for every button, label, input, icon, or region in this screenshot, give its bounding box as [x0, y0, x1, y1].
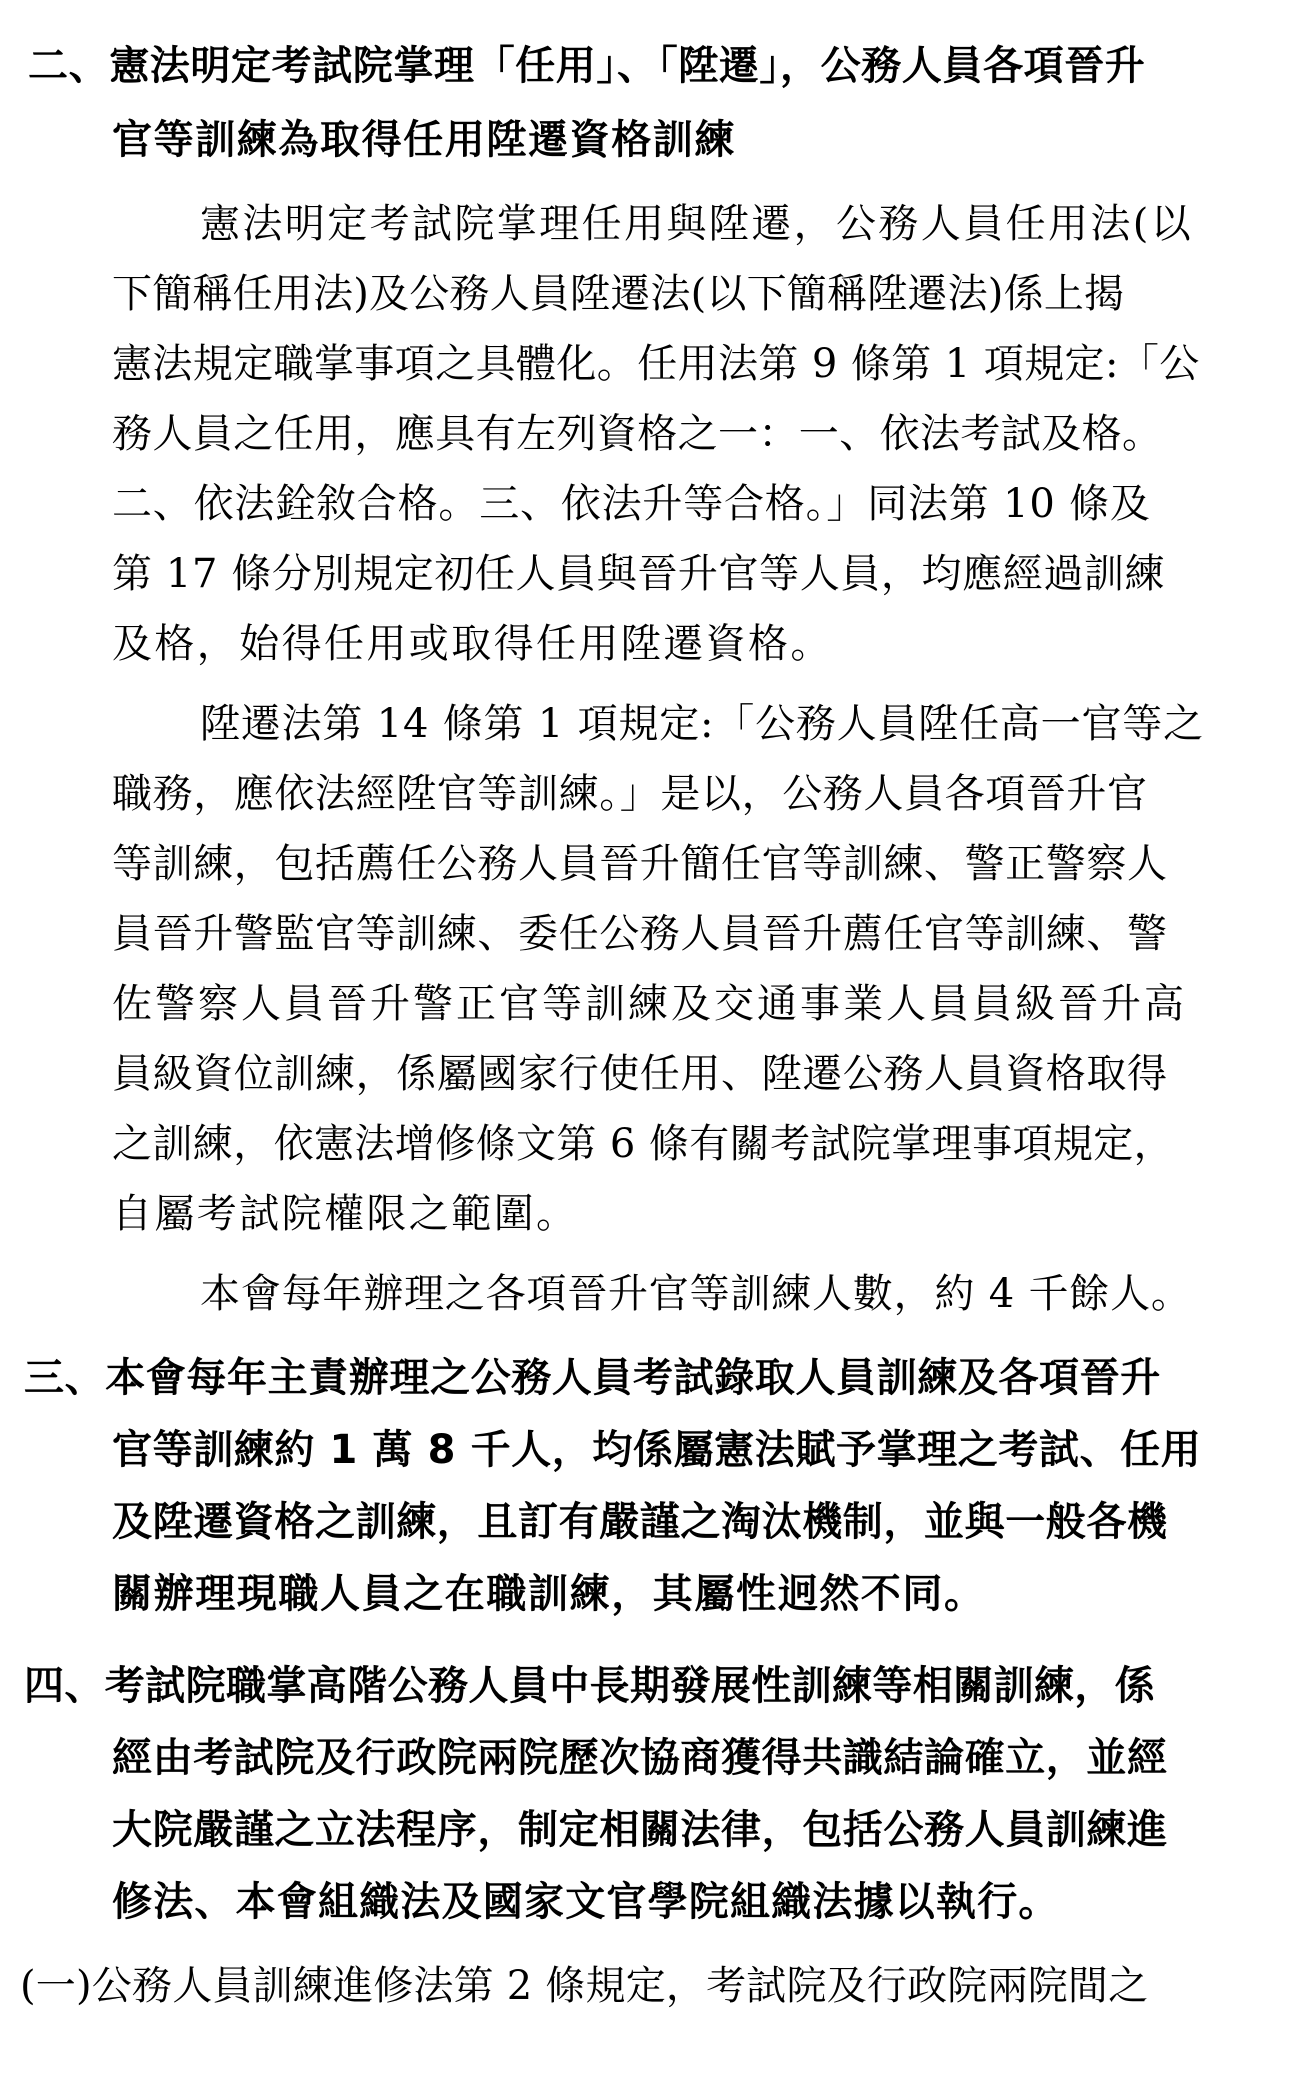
paragraph-1-line-5: 二、依法銓敘合格。三、依法升等合格。」同法第 10 條及: [112, 481, 1151, 527]
subsection-1-line-1: (一)公務人員訓練進修法第 2 條規定，考試院及行政院兩院間之: [20, 1963, 1149, 2009]
section-3-line-3: 及陞遷資格之訓練，且訂有嚴謹之淘汰機制，並與一般各機: [112, 1499, 1168, 1545]
paragraph-2-line-3: 等訓練，包括薦任公務人員晉升簡任官等訓練、警正警察人: [112, 841, 1168, 887]
paragraph-1-line-6: 第 17 條分別規定初任人員與晉升官等人員，均應經過訓練: [112, 551, 1166, 597]
section-3-line-2: 官等訓練約 1 萬 8 千人，均係屬憲法賦予掌理之考試、任用: [112, 1427, 1202, 1473]
paragraph-2-line-7: 之訓練，依憲法增修條文第 6 條有關考試院掌理事項規定，: [112, 1121, 1175, 1167]
section-4-line-1: 四、考試院職掌高階公務人員中長期發展性訓練等相關訓練，係: [24, 1663, 1156, 1709]
paragraph-1-line-1: 憲法明定考試院掌理任用與陞遷，公務人員任用法(以: [200, 201, 1194, 247]
paragraph-2-line-5: 佐警察人員晉升警正官等訓練及交通事業人員員級晉升高: [112, 981, 1187, 1027]
paragraph-2-line-1: 陞遷法第 14 條第 1 項規定:「公務人員陞任高一官等之: [200, 701, 1204, 747]
section-4-line-4: 修法、本會組織法及國家文官學院組織法據以執行。: [112, 1879, 1060, 1925]
section-4-line-2: 經由考試院及行政院兩院歷次協商獲得共識結論確立，並經: [112, 1735, 1168, 1781]
section-2-line-1: 二、憲法明定考試院掌理「任用」、「陞遷」，公務人員各項晉升: [28, 43, 1146, 89]
paragraph-1-line-7: 及格，始得任用或取得任用陞遷資格。: [112, 621, 833, 667]
paragraph-2-line-4: 員晉升警監官等訓練、委任公務人員晉升薦任官等訓練、警: [112, 911, 1168, 957]
paragraph-3-line-1: 本會每年辦理之各項晉升官等訓練人數，約 4 千餘人。: [200, 1271, 1192, 1317]
paragraph-2-line-8: 自屬考試院權限之範圍。: [112, 1191, 579, 1237]
section-3-line-1: 三、本會每年主責辦理之公務人員考試錄取人員訓練及各項晉升: [24, 1355, 1161, 1401]
section-3-line-4: 關辦理現職人員之在職訓練，其屬性迥然不同。: [112, 1571, 986, 1617]
paragraph-1-line-2: 下簡稱任用法)及公務人員陞遷法(以下簡稱陞遷法)係上揭: [112, 271, 1125, 317]
paragraph-2-line-2: 職務，應依法經陞官等訓練。」是以，公務人員各項晉升官: [112, 771, 1148, 817]
paragraph-1-line-3: 憲法規定職掌事項之具體化。任用法第 9 條第 1 項規定:「公: [112, 341, 1200, 387]
paragraph-1-line-4: 務人員之任用，應具有左列資格之一：一、依法考試及格。: [112, 411, 1163, 457]
section-4-line-3: 大院嚴謹之立法程序，制定相關法律，包括公務人員訓練進: [112, 1807, 1168, 1853]
paragraph-2-line-6: 員級資位訓練，係屬國家行使任用、陞遷公務人員資格取得: [112, 1051, 1168, 1097]
section-2-line-2: 官等訓練為取得任用陞遷資格訓練: [112, 117, 736, 163]
